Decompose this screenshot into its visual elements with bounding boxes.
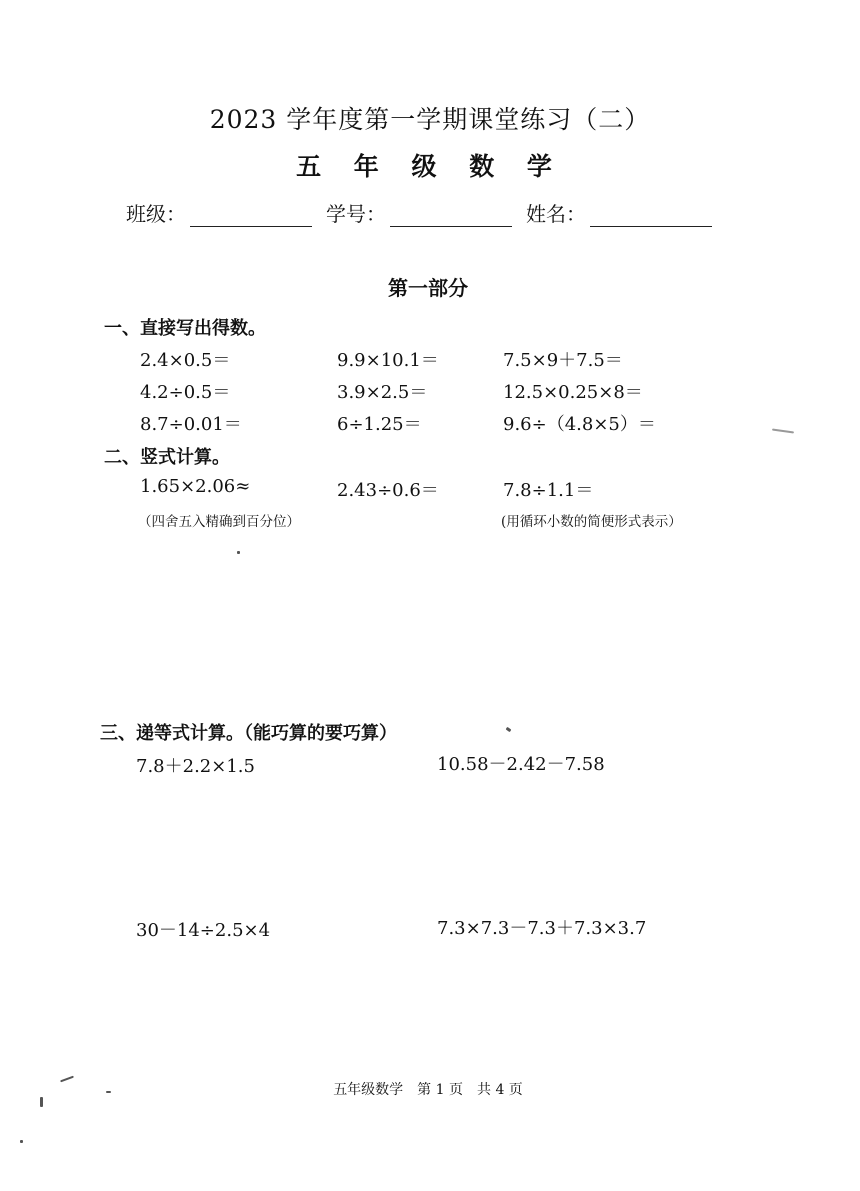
- section1-heading: 一、直接写出得数。: [104, 318, 266, 339]
- s2-repeating-decimal-note: (用循环小数的简便形式表示）: [501, 514, 682, 530]
- scan-speck: [506, 727, 512, 732]
- part-title: 第一部分: [388, 276, 468, 300]
- name-blank[interactable]: [590, 206, 712, 227]
- class-label: 班级：: [126, 202, 186, 226]
- s3-item: 30－14÷2.5×4: [136, 920, 271, 941]
- class-field[interactable]: [126, 198, 312, 227]
- s1-item: 6÷1.25＝: [337, 414, 422, 435]
- student-number-label: 学号：: [326, 202, 386, 226]
- worksheet-subtitle: 五 年 级 数 学: [296, 152, 564, 181]
- s3-item: 10.58－2.42－7.58: [437, 754, 605, 775]
- section2-heading: 二、竖式计算。: [104, 447, 230, 468]
- s1-item: 9.6÷（4.8×5）＝: [503, 414, 656, 435]
- section3-heading: 三、递等式计算。（能巧算的要巧算）: [100, 723, 397, 744]
- s2-item: 2.43÷0.6＝: [337, 480, 439, 501]
- class-blank[interactable]: [190, 206, 312, 227]
- s2-rounding-note: （四舍五入精确到百分位）: [138, 514, 300, 530]
- name-field[interactable]: [526, 198, 712, 227]
- page-footer: 五年级数学 第 1 页 共 4 页: [333, 1082, 523, 1098]
- worksheet-title: 2023 学年度第一学期课堂练习（二）: [209, 105, 651, 134]
- s1-item: 9.9×10.1＝: [337, 350, 439, 371]
- s1-item: 8.7÷0.01＝: [140, 414, 242, 435]
- s1-item: 7.5×9＋7.5＝: [503, 350, 623, 371]
- student-number-blank[interactable]: [390, 206, 512, 227]
- s1-item: 4.2÷0.5＝: [140, 382, 231, 403]
- name-label: 姓名：: [526, 202, 586, 226]
- s1-item: 12.5×0.25×8＝: [503, 382, 643, 403]
- scan-speck: [237, 551, 240, 554]
- scan-speck: [40, 1097, 43, 1107]
- scan-speck: [20, 1140, 23, 1143]
- s3-item: 7.8＋2.2×1.5: [136, 756, 255, 777]
- s1-item: 2.4×0.5＝: [140, 350, 231, 371]
- s3-item: 7.3×7.3－7.3＋7.3×3.7: [437, 918, 647, 939]
- scan-speck: [772, 428, 794, 433]
- s2-item: 1.65×2.06≈: [140, 476, 251, 497]
- student-number-field[interactable]: [326, 198, 512, 227]
- student-info-fields: [126, 198, 726, 227]
- scan-speck: [106, 1091, 111, 1093]
- s1-item: 3.9×2.5＝: [337, 382, 428, 403]
- s2-item: 7.8÷1.1＝: [503, 480, 594, 501]
